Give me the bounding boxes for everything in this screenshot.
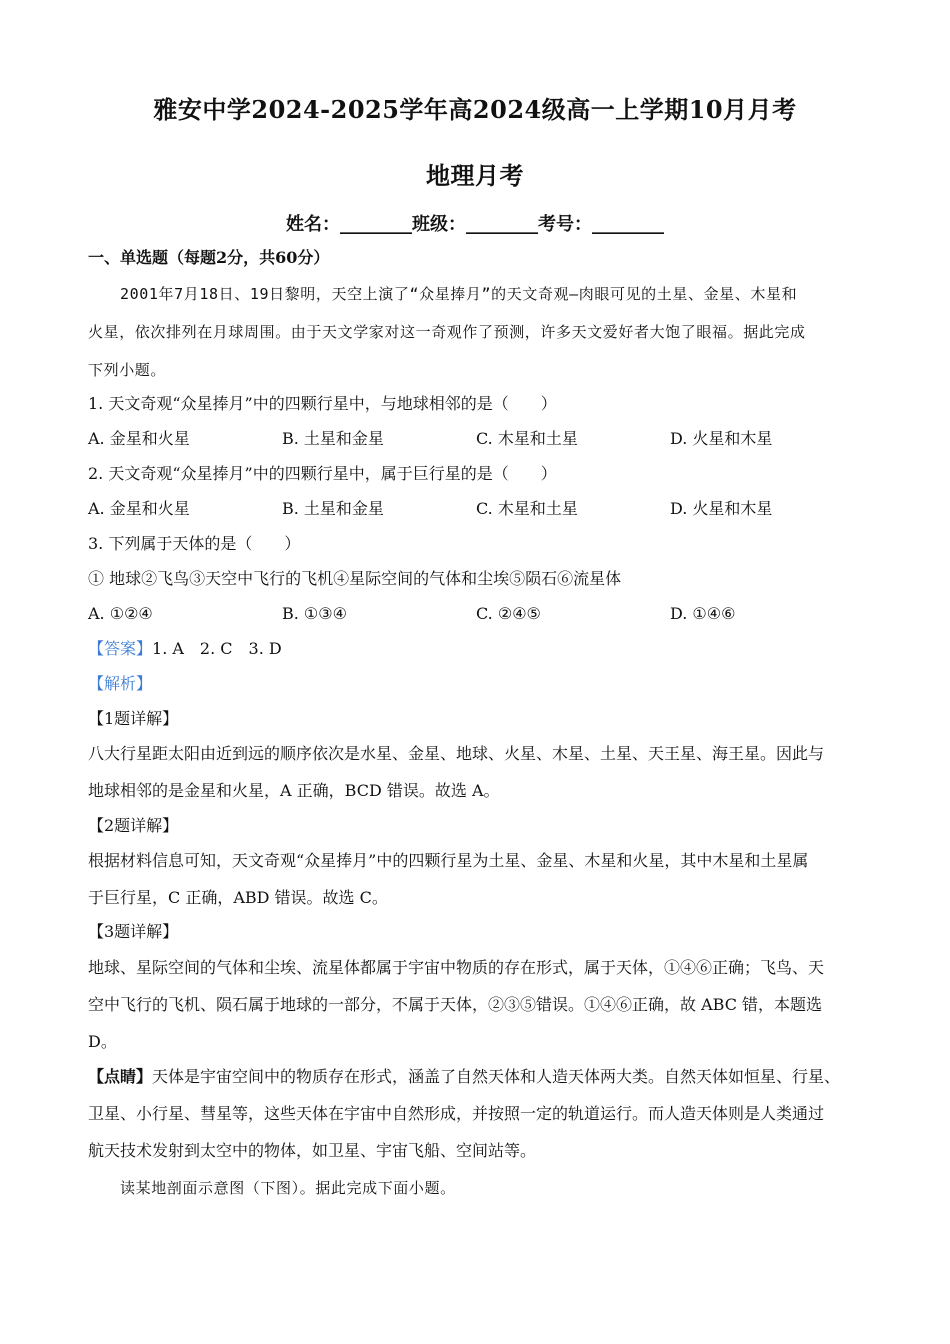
detail-2-heading: 【2题详解】 xyxy=(88,816,179,835)
detail-3-line: D。 xyxy=(88,1032,117,1051)
question-1-stem: 1. 天文奇观“众星捧月”中的四颗行星中，与地球相邻的是（ ） xyxy=(88,394,557,413)
question-2-option-c: C. 木星和土星 xyxy=(476,499,578,518)
material-line: 火星，依次排列在月球周围。由于天文学家对这一奇观作了预测，许多天文爱好者大饱了眼福。据此完成 xyxy=(88,323,806,341)
question-1-option-b: B. 土星和金星 xyxy=(282,429,384,448)
answer-line xyxy=(88,639,282,659)
question-3-stem: 3. 下列属于天体的是（ ） xyxy=(88,534,301,553)
detail-2-line: 根据材料信息可知，天文奇观“众星捧月”中的四颗行星为土星、金星、木星和火星，其中木星和土星属 xyxy=(88,851,809,870)
question-3-option-d: D. ①④⑥ xyxy=(670,604,736,623)
question-1-option-c: C. 木星和土星 xyxy=(476,429,578,448)
exam-subtitle: 地理月考 xyxy=(426,161,524,190)
note-line: 卫星、小行星、彗星等，这些天体在宇宙中自然形成，并按照一定的轨道运行。而人造天体则是人类通过 xyxy=(88,1104,825,1123)
question-2-stem: 2. 天文奇观“众星捧月”中的四颗行星中，属于巨行星的是（ ） xyxy=(88,464,557,483)
note-line: 航天技术发射到太空中的物体，如卫星、宇宙飞船、空间站等。 xyxy=(88,1141,537,1160)
detail-1-line: 地球相邻的是金星和火星，A 正确，BCD 错误。故选 A。 xyxy=(88,781,500,800)
analysis-tag: 【解析】 xyxy=(88,674,153,693)
next-material: 读某地剖面示意图（下图）。据此完成下面小题。 xyxy=(120,1179,456,1197)
material-line: 下列小题。 xyxy=(88,361,167,379)
note-text: 天体是宇宙空间中的物质存在形式，涵盖了自然天体和人造天体两大类。自然天体如恒星、行星、 xyxy=(152,1067,841,1086)
question-2-option-a: A. 金星和火星 xyxy=(88,499,190,518)
detail-2-line: 于巨行星，C 正确，ABD 错误。故选 C。 xyxy=(88,888,388,907)
student-info-line: 姓名：________班级：________考号：________ xyxy=(286,214,664,235)
question-1-option-d: D. 火星和木星 xyxy=(670,429,773,448)
detail-3-line: 空中飞行的飞机、陨石属于地球的一部分，不属于天体，②③⑤错误。①④⑥正确，故 ABC 错，本题选 xyxy=(88,995,823,1014)
question-1-option-a: A. 金星和火星 xyxy=(88,429,190,448)
question-2-option-d: D. 火星和木星 xyxy=(670,499,773,518)
question-3-option-c: C. ②④⑤ xyxy=(476,604,541,623)
question-2-option-b: B. 土星和金星 xyxy=(282,499,384,518)
exam-title: 雅安中学2024-2025学年高2024级高一上学期10月月考 xyxy=(153,95,797,124)
detail-1-heading: 【1题详解】 xyxy=(88,709,179,728)
material-line: 2001年7月18日、19日黎明，天空上演了“众星捧月”的天文奇观—肉眼可见的土星、金星、木星和 xyxy=(120,285,798,303)
detail-3-heading: 【3题详解】 xyxy=(88,922,179,941)
note-line xyxy=(88,1067,840,1087)
detail-3-line: 地球、星际空间的气体和尘埃、流星体都属于宇宙中物质的存在形式，属于天体，①④⑥正确；飞鸟、天 xyxy=(88,958,825,977)
answer-text: 1. A 2. C 3. D xyxy=(152,639,282,658)
section-heading: 一、单选题（每题2分，共60分） xyxy=(88,248,330,267)
question-3-items: ① 地球②飞鸟③天空中飞行的飞机④星际空间的气体和尘埃⑤陨石⑥流星体 xyxy=(88,569,622,588)
question-3-option-b: B. ①③④ xyxy=(282,604,347,623)
answer-tag: 【答案】 xyxy=(88,639,153,658)
detail-1-line: 八大行星距太阳由近到远的顺序依次是水星、金星、地球、火星、木星、土星、天王星、海王星。因此与 xyxy=(88,744,825,763)
note-tag: 【点睛】 xyxy=(88,1067,153,1086)
question-3-option-a: A. ①②④ xyxy=(88,604,153,623)
